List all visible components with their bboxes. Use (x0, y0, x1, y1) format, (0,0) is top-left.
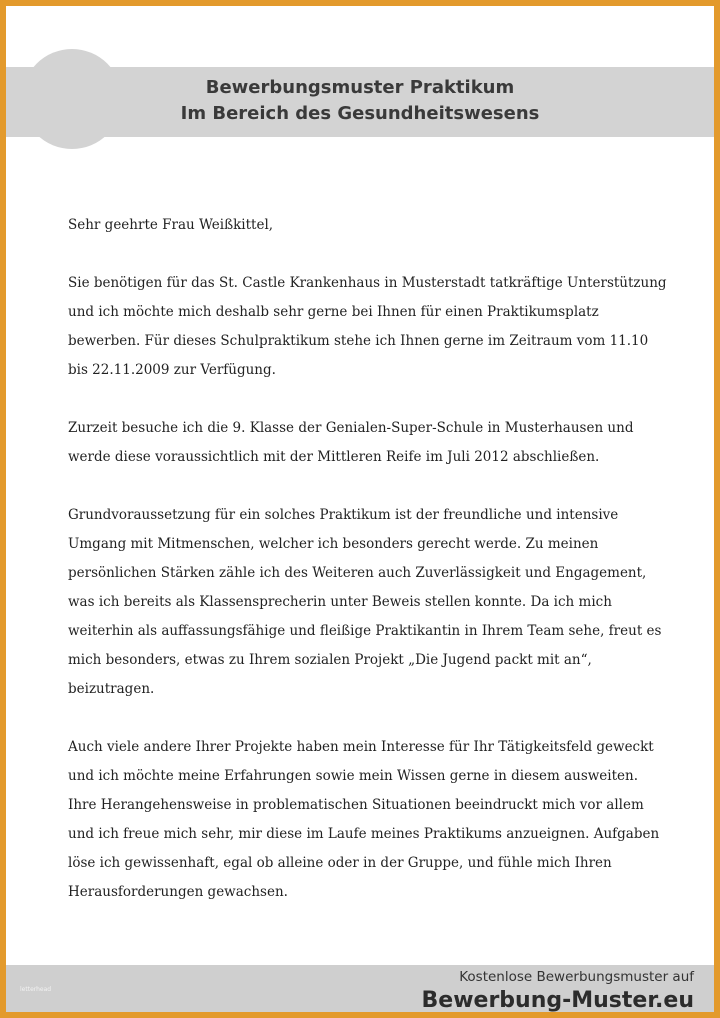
letter-body (68, 211, 668, 936)
salutation: Sehr geehrte Frau Weißkittel, (68, 217, 274, 233)
footer-site-name: Bewerbung-Muster.eu (421, 988, 694, 1012)
document-title (6, 75, 714, 127)
paragraph-4: Auch viele andere Ihrer Projekte haben mein Interesse für Ihr Tätigkeitsfeld geweckt und ich möchte meine Erfahrungen sowie mein Wissen gerne in diesem ausweiten. Ihre Herangehensweise in problematischen Situationen beeindruckt mich vor allem und ich freue mich sehr, mir diese im Laufe meines Praktikums anzueignen. Aufgaben löse ich gewissenhaft, egal ob alleine oder in der Gruppe, und fühle mich Ihren Herausforderungen gewachsen. (68, 739, 660, 900)
title-line-1: Bewerbungsmuster Praktikum (205, 77, 515, 98)
paragraph-2: Zurzeit besuche ich die 9. Klasse der Genialen-Super-Schule in Musterhausen und werde diese voraussichtlich mit der Mittleren Reife im Juli 2012 abschließen. (68, 420, 634, 465)
title-line-2: Im Bereich des Gesundheitswesens (180, 103, 540, 124)
document-page (6, 6, 714, 1012)
paragraph-3: Grundvoraussetzung für ein solches Praktikum ist der freundliche und intensive Umgang mit Mitmenschen, welcher ich besonders gerecht werde. Zu meinen persönlichen Stärken zähle ich des Weiteren auch Zuverlässigkeit und Engagement, was ich bereits als Klassensprecherin unter Beweis stellen konnte. Da ich mich weiterhin als auffassungsfähige und fleißige Praktikantin in Ihrem Team sehe, freut es mich besonders, etwas zu Ihrem sozialen Projekt „Die Jugend packt mit an“, beizutragen. (68, 507, 662, 697)
footer-tagline: Kostenlose Bewerbungsmuster auf (459, 969, 694, 985)
paragraph-1: Sie benötigen für das St. Castle Krankenhaus in Musterstadt tatkräftige Unterstützung und ich möchte mich deshalb sehr gerne bei Ihnen für einen Praktikumsplatz bewerben. Für dieses Schulpraktikum stehe ich Ihnen gerne im Zeitraum vom 11.10 bis 22.11.2009 zur Verfügung. (68, 275, 667, 378)
footer-small-text: letterhead (20, 986, 52, 993)
